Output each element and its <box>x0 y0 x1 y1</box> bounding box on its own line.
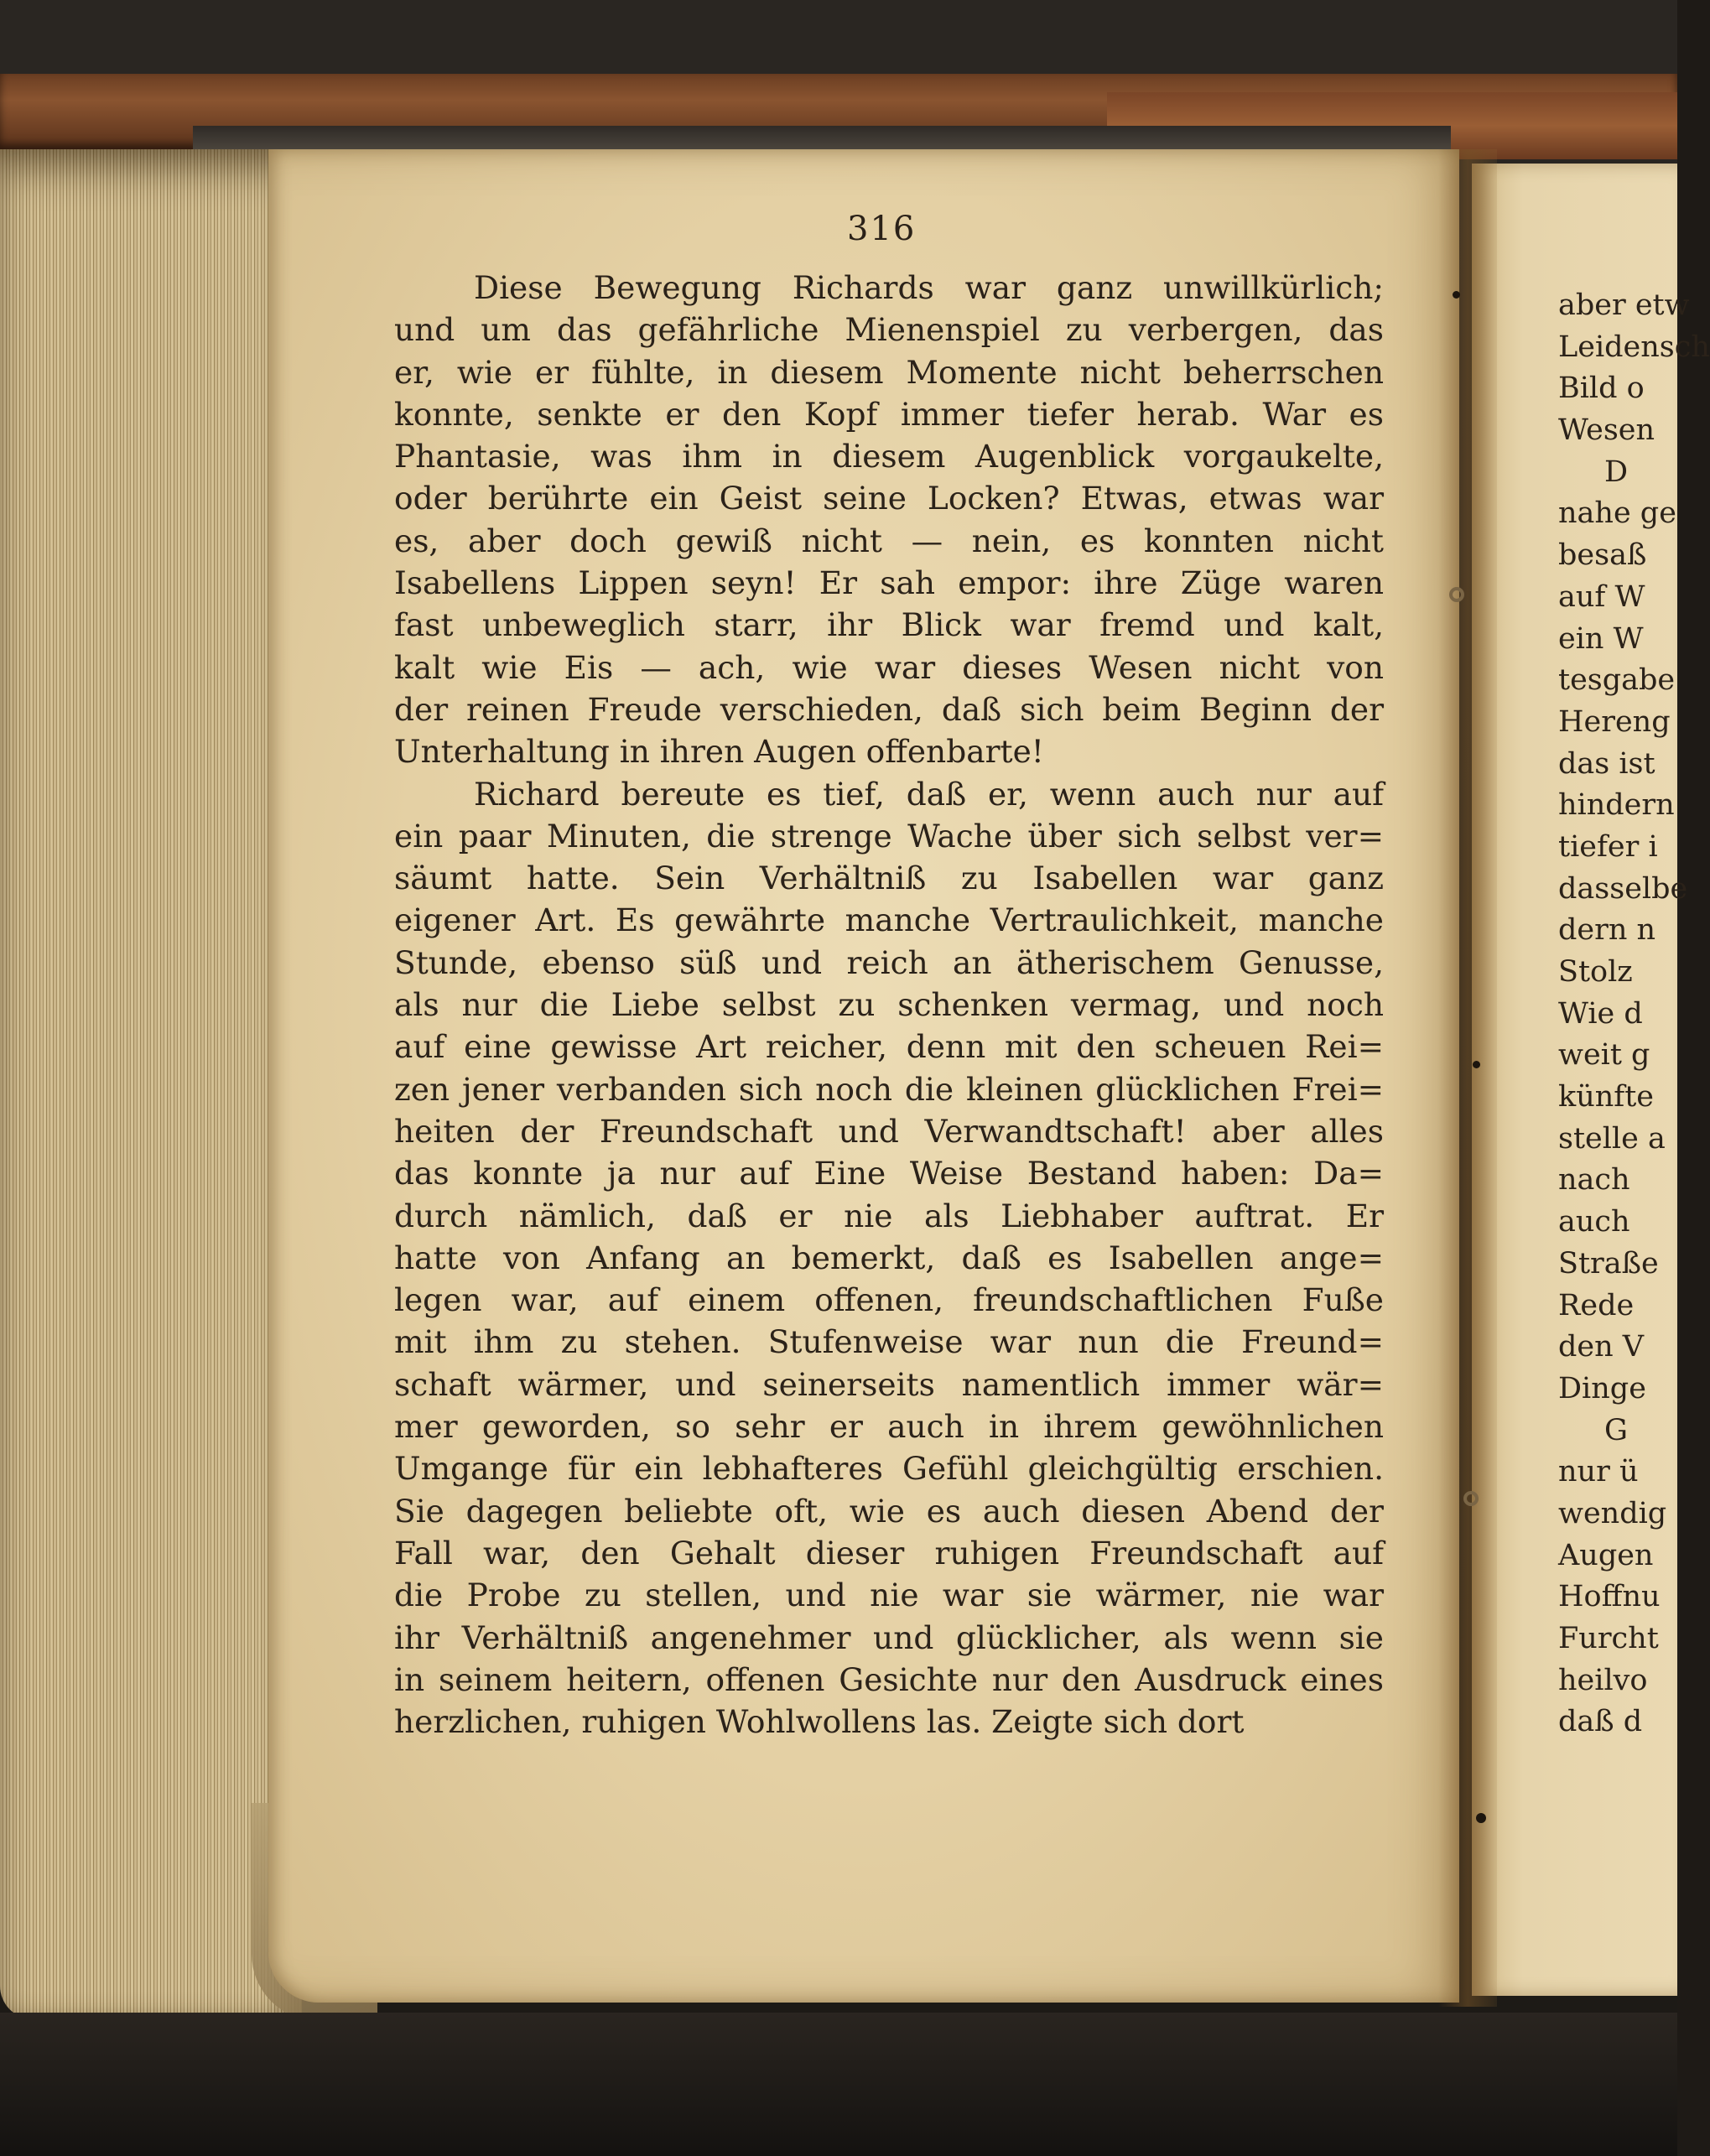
facing-text-line: nur ü <box>1558 1455 1639 1489</box>
text-line: als nur die Liebe selbst zu schenken vermag, und noch <box>394 986 1384 1024</box>
facing-text-line: weit g <box>1558 1038 1650 1073</box>
facing-text-line: stelle a <box>1558 1121 1666 1156</box>
binding-ring <box>1463 1491 1479 1506</box>
facing-text-line: Hereng <box>1558 704 1671 739</box>
facing-text-line: Wesen <box>1558 413 1655 448</box>
facing-text-line: das ist <box>1558 746 1655 781</box>
text-line: oder berührte ein Geist seine Locken? Etwas, etwas war <box>394 480 1384 517</box>
text-line: eigener Art. Es gewährte manche Vertraulichkeit, manche <box>394 901 1384 939</box>
facing-text-line: Augen <box>1558 1538 1654 1572</box>
text-line: mit ihm zu stehen. Stufenweise war nun die Freund= <box>394 1323 1384 1361</box>
facing-text-line: künfte <box>1558 1080 1655 1114</box>
text-line: durch nämlich, daß er nie als Liebhaber auftrat. Er <box>394 1197 1384 1234</box>
facing-text-line: den V <box>1558 1330 1645 1364</box>
text-line: in seinem heitern, offenen Gesichte nur den Ausdruck eines <box>394 1660 1384 1698</box>
book-gutter <box>1438 149 1497 2007</box>
text-line: Unterhaltung in ihren Augen offenbarte! <box>394 733 1044 771</box>
text-line: auf eine gewisse Art reicher, denn mit den scheuen Rei= <box>394 1028 1384 1066</box>
text-line: Sie dagegen beliebte oft, wie es auch diesen Abend der <box>394 1492 1384 1530</box>
text-line: Richard bereute es tief, daß er, wenn auch nur auf <box>474 775 1384 813</box>
facing-text-line: nach <box>1558 1163 1630 1197</box>
text-line: konnte, senkte er den Kopf immer tiefer herab. War es <box>394 395 1384 433</box>
text-line: Fall war, den Gehalt dieser ruhigen Freundschaft auf <box>394 1534 1384 1572</box>
text-line: ihr Verhältniß angenehmer und glücklicher, als wenn sie <box>394 1618 1384 1656</box>
text-line: kalt wie Eis — ach, wie war dieses Wesen nicht von <box>394 648 1384 686</box>
facing-text-line: D <box>1604 455 1629 489</box>
text-line: hatte von Anfang an bemerkt, daß es Isabellen ange= <box>394 1239 1384 1276</box>
text-line: es, aber doch gewiß nicht — nein, es konnten nicht <box>394 522 1384 559</box>
text-line: legen war, auf einem offenen, freundschaftlichen Fuße <box>394 1281 1384 1319</box>
facing-text-line: daß d <box>1558 1705 1643 1739</box>
ink-speck <box>1453 291 1460 299</box>
text-line: mer geworden, so sehr er auch in ihrem gewöhnlichen <box>394 1408 1384 1446</box>
bottom-background <box>0 2013 1677 2156</box>
text-line: Phantasie, was ihm in diesem Augenblick vorgaukelte, <box>394 438 1384 475</box>
facing-page-text <box>1558 285 1710 1743</box>
facing-text-line: Wie d <box>1558 996 1643 1031</box>
text-line: zen jener verbanden sich noch die kleinen glücklichen Frei= <box>394 1070 1384 1108</box>
facing-text-line: heilvo <box>1558 1663 1648 1697</box>
facing-text-line: Stolz <box>1558 955 1633 989</box>
page-body-text <box>394 267 1384 1743</box>
page-number: 316 <box>847 210 917 248</box>
text-line: und um das gefährliche Mienenspiel zu verbergen, das <box>394 311 1384 349</box>
facing-text-line: Straße <box>1558 1246 1659 1281</box>
text-line: er, wie er fühlte, in diesem Momente nicht beherrschen <box>394 353 1384 391</box>
ink-speck <box>1473 1061 1480 1068</box>
binding-ring <box>1449 587 1464 602</box>
facing-text-line: aber etw <box>1558 288 1690 322</box>
facing-text-line: auch <box>1558 1205 1630 1239</box>
page-edges-stack <box>0 149 302 2019</box>
facing-text-line: Dinge <box>1558 1371 1646 1405</box>
facing-text-line: tiefer i <box>1558 829 1658 864</box>
facing-text-line: hindern <box>1558 788 1675 823</box>
text-line: Stunde, ebenso süß und reich an ätherischem Genusse, <box>394 943 1384 981</box>
facing-text-line: ein W <box>1558 621 1644 656</box>
text-line: Isabellens Lippen seyn! Er sah empor: ihre Züge waren <box>394 564 1384 602</box>
facing-text-line: tesgabe <box>1558 663 1676 698</box>
text-line: der reinen Freude verschieden, daß sich beim Beginn der <box>394 690 1384 728</box>
facing-text-line: G <box>1604 1413 1628 1447</box>
ink-speck <box>1476 1813 1486 1823</box>
book-headband <box>193 126 1451 149</box>
facing-text-line: Bild o <box>1558 371 1645 406</box>
facing-text-line: wendig <box>1558 1496 1667 1530</box>
facing-text-line: dern n <box>1558 913 1656 948</box>
facing-text-line: Furcht <box>1558 1622 1659 1655</box>
text-line: Umgange für ein lebhafteres Gefühl gleichgültig erschien. <box>394 1450 1384 1488</box>
text-line: ein paar Minuten, die strenge Wache über sich selbst ver= <box>394 817 1384 855</box>
text-line: Diese Bewegung Richards war ganz unwillkürlich; <box>474 269 1384 306</box>
text-line: die Probe zu stellen, und nie war sie wärmer, nie war <box>394 1577 1384 1614</box>
facing-text-line: besaß <box>1558 538 1647 573</box>
text-line: heiten der Freundschaft und Verwandtschaft! aber alles <box>394 1112 1384 1150</box>
text-line: säumt hatte. Sein Verhältniß zu Isabellen war ganz <box>394 860 1384 897</box>
facing-text-line: dasselbe <box>1558 871 1688 906</box>
text-line: fast unbeweglich starr, ihr Blick war fremd und kalt, <box>394 606 1384 644</box>
facing-text-line: Leidensch <box>1558 330 1710 364</box>
facing-text-line: auf W <box>1558 579 1645 614</box>
text-line: schaft wärmer, und seinerseits namentlich immer wär= <box>394 1365 1384 1403</box>
facing-text-line: nahe ge <box>1558 496 1676 531</box>
facing-text-line: Rede <box>1558 1288 1635 1322</box>
facing-text-line: Hoffnu <box>1558 1580 1661 1614</box>
text-line: herzlichen, ruhigen Wohlwollens las. Zeigte sich dort <box>394 1703 1245 1741</box>
text-line: das konnte ja nur auf Eine Weise Bestand haben: Da= <box>394 1155 1384 1192</box>
